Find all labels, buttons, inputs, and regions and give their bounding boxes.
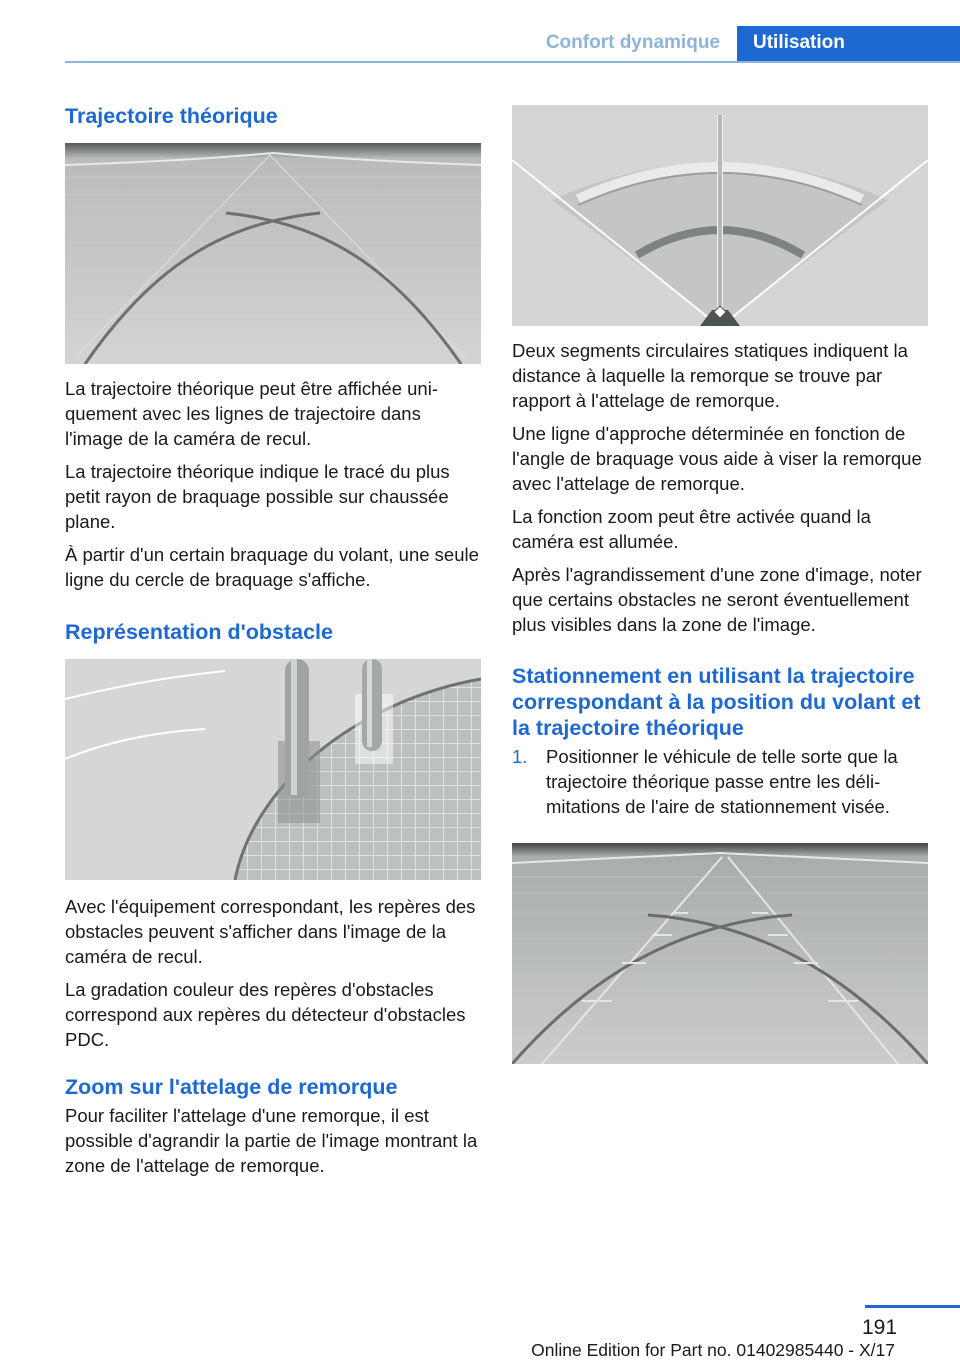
footer-rule: [865, 1305, 960, 1308]
paragraph: Avec l'équipement correspondant, les repères des obstacles peuvent s'afficher dans l'image de la caméra de recul.: [65, 896, 476, 967]
heading-trajectoire-theorique: Trajectoire théorique: [65, 104, 278, 128]
obstacle-illustration: [65, 659, 481, 880]
parking-svg: [512, 843, 928, 1064]
heading-representation-obstacle: Représentation d'obstacle: [65, 620, 333, 644]
paragraph: À partir d'un certain braquage du volant, une seule ligne du cercle de braquage s'affiche.: [65, 544, 479, 590]
header-rule: [65, 61, 960, 63]
paragraph: La gradation couleur des repères d'obstacles correspond aux repères du détecteur d'obstacles PDC.: [65, 979, 466, 1050]
paragraph: La trajectoire théorique peut être affichée uniquement avec les lignes de trajectoire dans l'image de la caméra de recul.: [65, 378, 438, 449]
left-column: [65, 103, 481, 1178]
right-column: [512, 105, 928, 1064]
obstacle-svg: [65, 659, 481, 880]
list-item: [512, 744, 928, 819]
trailer-zoom-illustration: [512, 105, 928, 326]
trajectory-svg: [65, 143, 481, 364]
step-text: Positionner le véhicule de telle sorte que la trajectoire théorique passe entre les délimitations de l'aire de stationnement visée.: [546, 746, 898, 817]
heading-zoom-attelage: Zoom sur l'attelage de remorque: [65, 1075, 398, 1099]
paragraph: Une ligne d'approche déterminée en fonction de l'angle de braquage vous aide à viser la remorque avec l'attelage de remorque.: [512, 423, 922, 494]
page-number: 191: [862, 1316, 898, 1339]
steps-list: [512, 744, 928, 819]
tab-utilisation[interactable]: Utilisation: [737, 26, 960, 61]
edition-note: Online Edition for Part no. 01402985440 - X/17: [531, 1340, 895, 1360]
heading-stationnement: Stationnement en utilisant la trajectoire correspondant à la position du volant et la trajectoire théorique: [512, 664, 921, 740]
parking-trajectory-illustration: [512, 843, 928, 1064]
paragraph: La trajectoire théorique indique le tracé du plus petit rayon de braquage possible sur chaussée plane.: [65, 461, 450, 532]
paragraph: Après l'agrandissement d'une zone d'image, noter que certains obstacles ne seront éventuellement plus visibles dans la zone de l'image.: [512, 564, 922, 635]
tab-confort-dynamique[interactable]: Confort dynamique: [545, 32, 720, 53]
trajectory-illustration: [65, 143, 481, 364]
step-number: 1.: [512, 746, 528, 767]
trailer-zoom-svg: [512, 105, 928, 326]
paragraph: La fonction zoom peut être activée quand la caméra est allumée.: [512, 506, 871, 552]
paragraph: Pour faciliter l'attelage d'une remorque, il est possible d'agrandir la partie de l'image montrant la zone de l'attelage de remorque.: [65, 1105, 478, 1176]
paragraph: Deux segments circulaires statiques indiquent la distance à laquelle la remorque se trouve par rapport à l'attelage de remorque.: [512, 340, 908, 411]
